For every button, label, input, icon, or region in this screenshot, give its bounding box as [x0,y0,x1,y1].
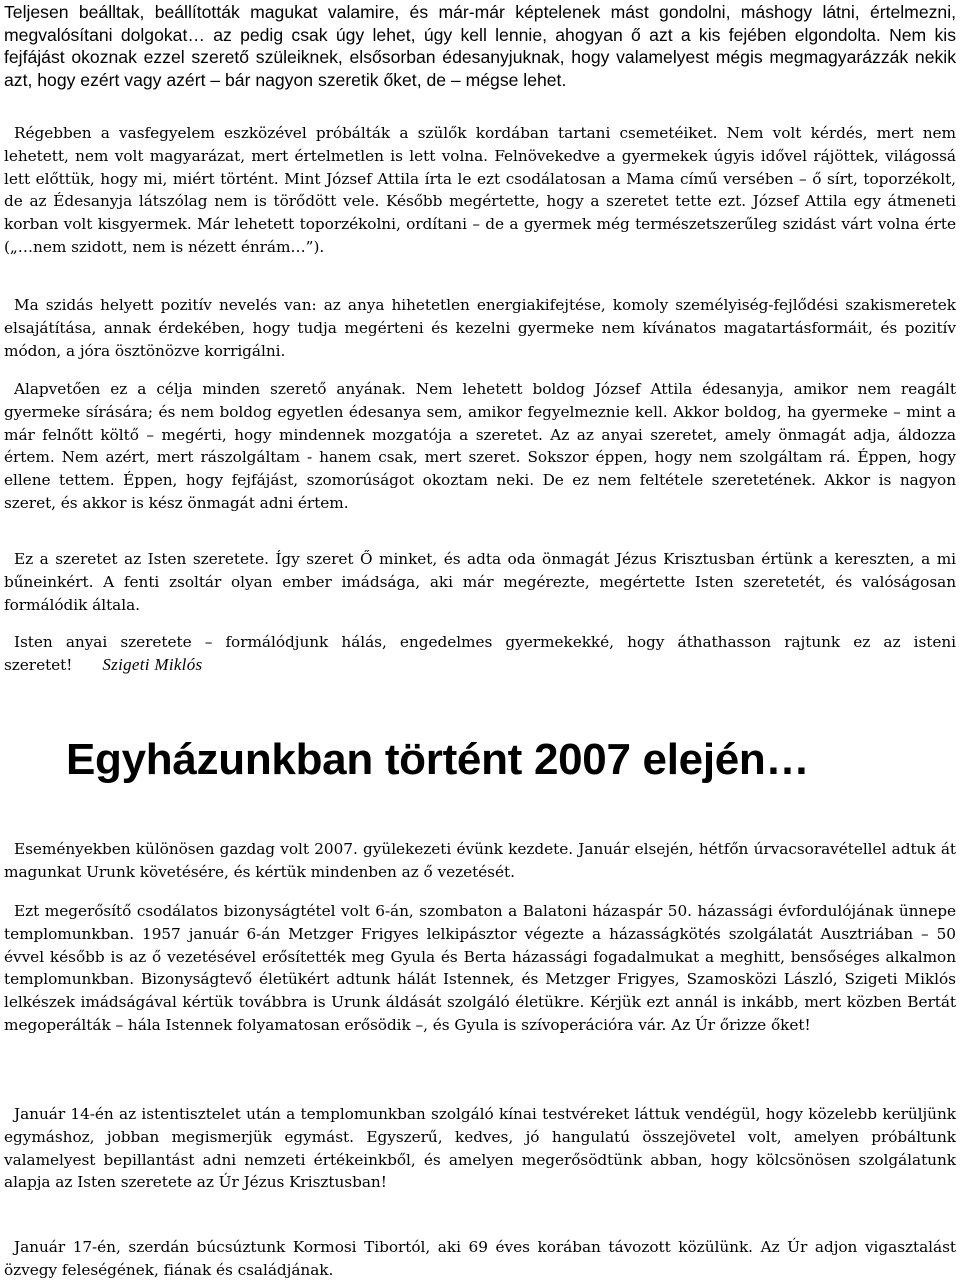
paragraph-chinese-guests: Január 14-én az istentisztelet után a templomunkban szolgáló kínai testvéreket láttuk vendégül, hogy közelebb kerüljünk egymáshoz, jobban megismerjük egymást. Egyszerű, kedves, jó hangulatú összejövetel volt, amelyen próbáltunk valamelyest bepillantást adni nemzeti értékeinkből, és amelyen megerősödtünk abban, hogy kölcsönösen szolgálatunk alapja az Isten szeretete az Úr Jézus Krisztusban! [4,1105,956,1192]
author-signature: Szigeti Miklós [102,654,203,674]
paragraph-farewell: Január 17-én, szerdán búcsúztunk Kormosi Tibortól, aki 69 éves korában távozott közülünk. Az Úr adjon vigasztalást özvegy feleségének, fiának és családjának. [4,1238,956,1279]
section-heading: Egyházunkban történt 2007 elején… [66,735,810,784]
paragraph-mothers-goal: Alapvetően ez a célja minden szerető anyának. Nem lehetett boldog József Attila édesanyja, amikor nem reagált gyermeke sírására; és nem boldog egyetlen édesanya sem, amikor fegyelmeznie kell. Akkor boldog, ha gyermeke – mint a már felnőtt költő – megérti, hogy mindennek mozgatója a szeretet. Az az anyai szeretet, amely önmagát adja, áldozza értem. Nem azért, mert rászolgáltam - hanem csak, mert szeret. Sokszor éppen, hogy nem szolgáltam rá. Éppen, hogy ellene tettem. Éppen, hogy fejfájást, szomorúságot okoztam neki. De ez nem feltétele szeretetének. Akkor is nagyon szeret, és akkor is kész önmagát adni értem. [4,380,956,512]
paragraph-gods-love: Ez a szeretet az Isten szeretete. Így szeret Ő minket, és adta oda önmagát Jézus Krisztusban értünk a kereszten, a mi bűneinkért. A fenti zsoltár olyan ember imádsága, aki már megérezte, megértette Isten szeretetét, és valóságosan formálódik általa. [4,550,956,614]
paragraph-new-year: Eseményekben különösen gazdag volt 2007. gyülekezeti évünk kezdete. Január elsején, hétfőn úrvacsoravétellel adtuk át magunkat Urunk követésére, és kértük mindenben az ő vezetését. [4,840,956,881]
paragraph-intro: Teljesen beálltak, beállították magukat valamire, és már-már képtelenek mást gondolni, máshogy látni, értelmezni, megvalósítani dolgokat… az pedig csak úgy lehet, úgy kell lennie, ahogyan ő azt a kis fejében elgondolta. Nem kis fejfájást okoznak ezzel szerető szüleiknek, elsősorban édesanyjuknak, hogy valamelyest mégis megmagyarázzák nekik azt, hogy ezért vagy azért – bár nagyon szeretik őket, de – mégse lehet. [4,2,956,90]
paragraph-positive-parenting: Ma szidás helyett pozitív nevelés van: az anya hihetetlen energiakifejtése, komoly személyiség-fejlődési szakismeretek elsajátítása, annak érdekében, hogy tudja megérteni és kezelni gyermeke nem kívánatos magatartásformáit, és pozitív módon, a jóra ösztönözve korrigálni. [4,296,956,360]
paragraph-strict-discipline: Régebben a vasfegyelem eszközével próbálták a szülők kordában tartani csemetéiket. Nem volt kérdés, mert nem lehetett, nem volt magyarázat, mert értelmetlen is lett volna. Felnövekedve a gyermekek úgyis idővel rájöttek, világossá lett előttük, hogy mi, miért történt. Mint József Attila írta le ezt csodálatosan a Mama című versében – ő sírt, toporzékolt, de az Édesanyja látszólag nem is törődött vele. Később megértette, hogy a szeretet tette ezt. József Attila egy átmeneti korban volt kisgyermek. Már lehetett toporzékolni, ordítani – de a gyermek még természetszerűleg szidást várt volna érte („…nem szidott, nem is nézett énrám…”). [4,124,956,256]
paragraph-anniversary: Ezt megerősítő csodálatos bizonyságtétel volt 6-án, szombaton a Balatoni házaspár 50. házassági évfordulójának ünnepe templomunkban. 1957 január 6-án Metzger Frigyes lelkipásztor végezte a házasságkötés szolgálatát Ausztriában – 50 évvel később is az ő vezetésével erősítették meg Gyula és Berta házassági fogadalmukat a meghitt, bensőséges alkalmon templomunkban. Bizonyságtevő életükért adtunk hálát Istennek, és Metzger Frigyes, Szamosközi László, Szigeti Miklós lelkészek imádságával kértük továbbra is Urunk áldását szolgáló életükre. Kérjük ezt annál is inkább, mert közben Bertát megoperálták – hála Istennek folyamatosan erősödik –, és Gyula is szívoperációra vár. Az Úr őrizze őket! [4,902,956,1034]
paragraph-closing [4,631,956,677]
closing-text: Isten anyai szeretete – formálódjunk hálás, engedelmes gyermekekké, hogy áthathasson rajtunk ez az isteni szeretet! [4,633,956,674]
